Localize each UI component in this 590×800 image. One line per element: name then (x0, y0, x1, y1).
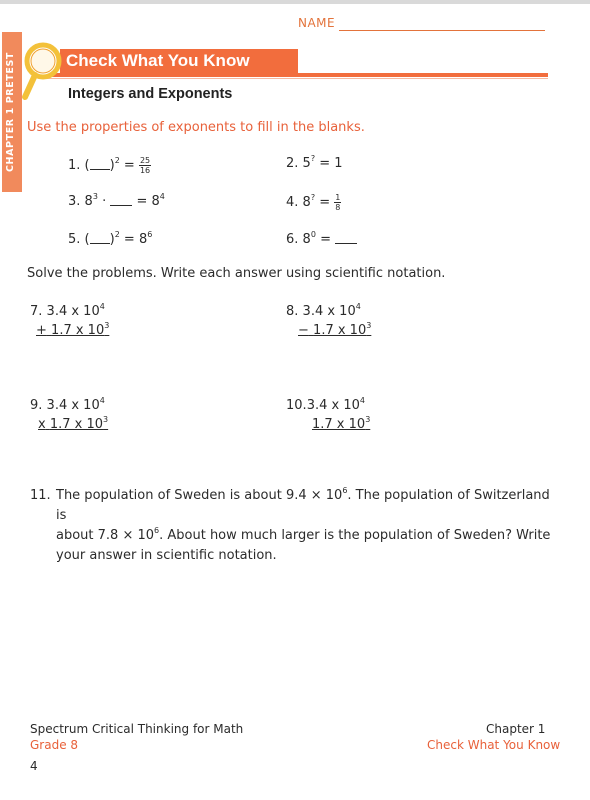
problem-10: 10.3.4 x $10^4$ 1.7 x $10^3$ (286, 396, 371, 432)
problem-number: 8. (286, 304, 299, 319)
name-field[interactable] (339, 30, 545, 31)
problem-1: 1. ( )$^2$ = $\frac{25}{16}$ (68, 156, 151, 175)
problem-number: 7. (30, 304, 43, 319)
fraction: $\frac{25}{16}$ (139, 156, 151, 175)
problem-number: 10. (286, 398, 307, 413)
header-rule (40, 73, 548, 77)
section-label: Check What You Know (427, 738, 561, 752)
banner-title: Check What You Know (60, 49, 298, 73)
problem-number: 4. (286, 195, 299, 210)
problem-4: 4. 8? = $\frac{1}{8}$ (286, 193, 341, 212)
header-rule-thin (40, 78, 548, 79)
problem-number: 1. (68, 158, 81, 173)
grade-label: Grade 8 (30, 738, 79, 752)
exponent: 2 (114, 156, 120, 165)
answer-blank[interactable] (110, 193, 132, 206)
problem-5: 5. ( )$^2 = 8^6$ (68, 230, 153, 247)
problem-7: 7. 3.4 x $10^4$ + 1.7 x $10^3$ (30, 302, 110, 338)
top-edge (0, 0, 590, 4)
answer-blank[interactable] (335, 231, 357, 244)
problem-8: 8. 3.4 x $10^4$ − 1.7 x $10^3$ (286, 302, 372, 338)
problem-number: 6. (286, 232, 299, 247)
magnifier-icon (21, 41, 65, 103)
problem-number: 11. (30, 488, 51, 503)
exponent-blank[interactable]: ? (310, 154, 316, 163)
exponent-blank[interactable]: ? (310, 193, 316, 202)
section-subtitle: Integers and Exponents (68, 86, 233, 102)
problem-2: 2. 5? = 1 (286, 154, 343, 171)
side-tab-label: CHAPTER 1 PRETEST (5, 52, 16, 173)
problem-6: 6. $8^0$ = (286, 231, 357, 247)
problem-9: 9. 3.4 x $10^4$ x 1.7 x $10^3$ (30, 396, 109, 432)
problem-number: 5. (68, 232, 81, 247)
problem-3: 3. $8^3$ · = $8^4$ (68, 192, 165, 209)
problem-number: 3. (68, 194, 81, 209)
problem-number: 2. (286, 156, 299, 171)
section1-instruction: Use the properties of exponents to fill in the blanks. (27, 120, 365, 135)
chapter-label: Chapter 1 (486, 722, 546, 736)
problem-11-text: The population of Sweden is about $9.4 \times 10^6$. The population of Switzerland is about $7.8 \times 10^6$. About how much larger is the population of Sweden? Write your answer in scientific notation. (56, 486, 551, 563)
book-title: Spectrum Critical Thinking for Math (30, 722, 244, 736)
problem-number: 9. (30, 398, 43, 413)
name-label: NAME (298, 16, 336, 30)
page-number: 4 (30, 759, 38, 773)
section2-instruction: Solve the problems. Write each answer using scientific notation. (27, 266, 446, 281)
answer-blank[interactable] (90, 231, 110, 244)
fraction: $\frac{1}{8}$ (335, 193, 341, 212)
answer-blank[interactable] (90, 157, 110, 170)
problem-11 (30, 486, 551, 563)
